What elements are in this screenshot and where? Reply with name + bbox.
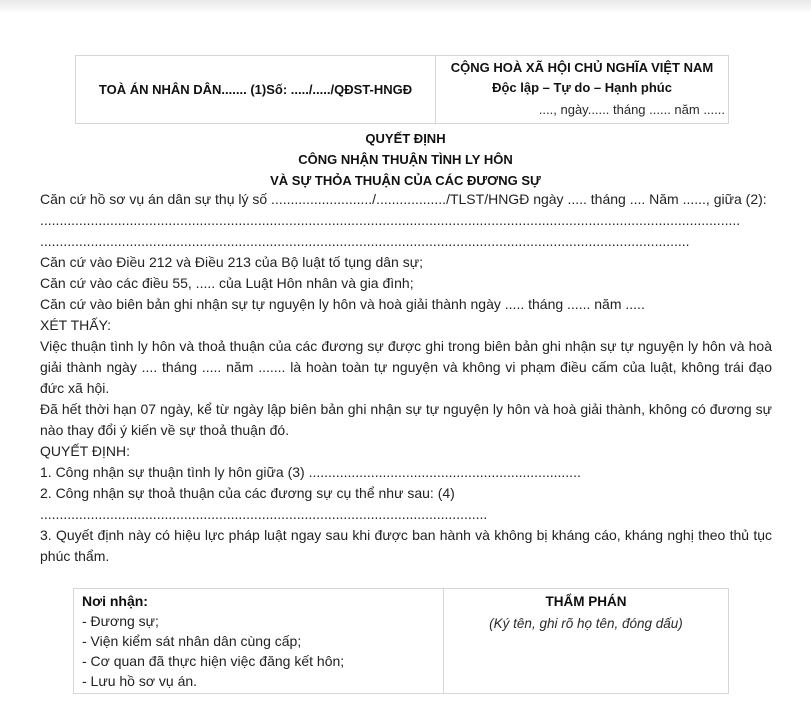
date-place-line: ...., ngày...... tháng ...... năm ...... [538,102,725,117]
footer-table [73,588,729,694]
court-name-cell: TOÀ ÁN NHÂN DÂN....... (1)Số: ...../...../QĐST-HNGĐ [76,56,436,124]
legal-basis-articles-212-213: Căn cứ vào Điều 212 và Điều 213 của Bộ luật tố tụng dân sự; [40,254,423,270]
heading-considering: XÉT THẤY: [40,317,112,333]
decision-item-1: 1. Công nhận sự thuận tình ly hôn giữa (3) ...................................................................... [40,464,581,480]
national-header-cell [436,56,729,124]
judge-title: THẨM PHÁN [545,594,627,609]
dotted-line-1: .................................................................................................................................................................................... [40,212,741,228]
heading-decides: QUYẾT ĐỊNH: [40,443,130,459]
title-line-agreement: VÀ SỰ THỎA THUẬN CỦA CÁC ĐƯƠNG SỰ [270,173,541,188]
paragraph-voluntariness: Việc thuận tình ly hôn và thoả thuận của các đương sự được ghi trong biên bản ghi nhận sự tự nguyện ly hôn và hoà giải thành ngày .... tháng ..... năm ....... là hoàn toàn tự nguyện và không vi phạm điều cấm của luật, không trái đạo đức xã hội. [40,338,772,396]
legal-basis-article-55: Căn cứ vào các điều 55, ..... của Luật Hôn nhân và gia đình; [40,275,414,291]
recipients-cell [74,589,444,694]
document-title [0,128,811,191]
decision-item-3: 3. Quyết định này có hiệu lực pháp luật ngay sau khi được ban hành và không bị kháng cáo, kháng nghị theo thủ tục phúc thẩm. [40,527,772,564]
national-motto-line: Độc lập – Tự do – Hạnh phúc [492,80,672,95]
dotted-line-2: ....................................................................................................................................................................... [40,233,690,249]
national-header-line: CỘNG HOÀ XÃ HỘI CHỦ NGHĨA VIỆT NAM [450,60,714,75]
paragraph-seven-day-period: Đã hết thời hạn 07 ngày, kể từ ngày lập biên bản ghi nhận sự tự nguyện ly hôn và hoà giải thành, không có đương sự nào thay đổi ý kiến về sự thoả thuận đó. [40,401,772,438]
judge-signature-note: (Ký tên, ghi rõ họ tên, đóng dấu) [489,616,683,631]
legal-basis-mediation-record: Căn cứ vào biên bản ghi nhận sự tự nguyện ly hôn và hoà giải thành ngày ..... tháng ...... năm ..... [40,296,645,312]
recipients-heading: Nơi nhận: [82,593,148,609]
header-row [76,56,729,124]
dotted-line-3: ................................................................................................................... [40,506,488,522]
recipient-item-registry-agency: - Cơ quan đã thực hiện việc đăng kết hôn; [82,653,345,669]
recipient-item-parties: - Đương sự; [82,613,159,629]
header-table [75,55,729,124]
footer-row [74,589,729,694]
document-body [40,189,772,567]
top-fade-decoration [0,0,811,13]
title-line-divorce: CÔNG NHẬN THUẬN TÌNH LY HÔN [298,152,513,167]
recipient-item-procuracy: - Viện kiểm sát nhân dân cùng cấp; [82,633,302,649]
title-line-decision: QUYẾT ĐỊNH [365,131,446,146]
recipient-item-case-file: - Lưu hồ sơ vụ án. [82,673,198,689]
paragraph-case-reference: Căn cứ hồ sơ vụ án dân sự thụ lý số ........................../................../TLST/HNGĐ ngày ..... tháng .... Năm ......, giữa (2): [40,191,767,207]
judge-signature-cell [444,589,729,694]
decision-item-2: 2. Công nhận sự thoả thuận của các đương sự cụ thể như sau: (4) [40,485,455,501]
